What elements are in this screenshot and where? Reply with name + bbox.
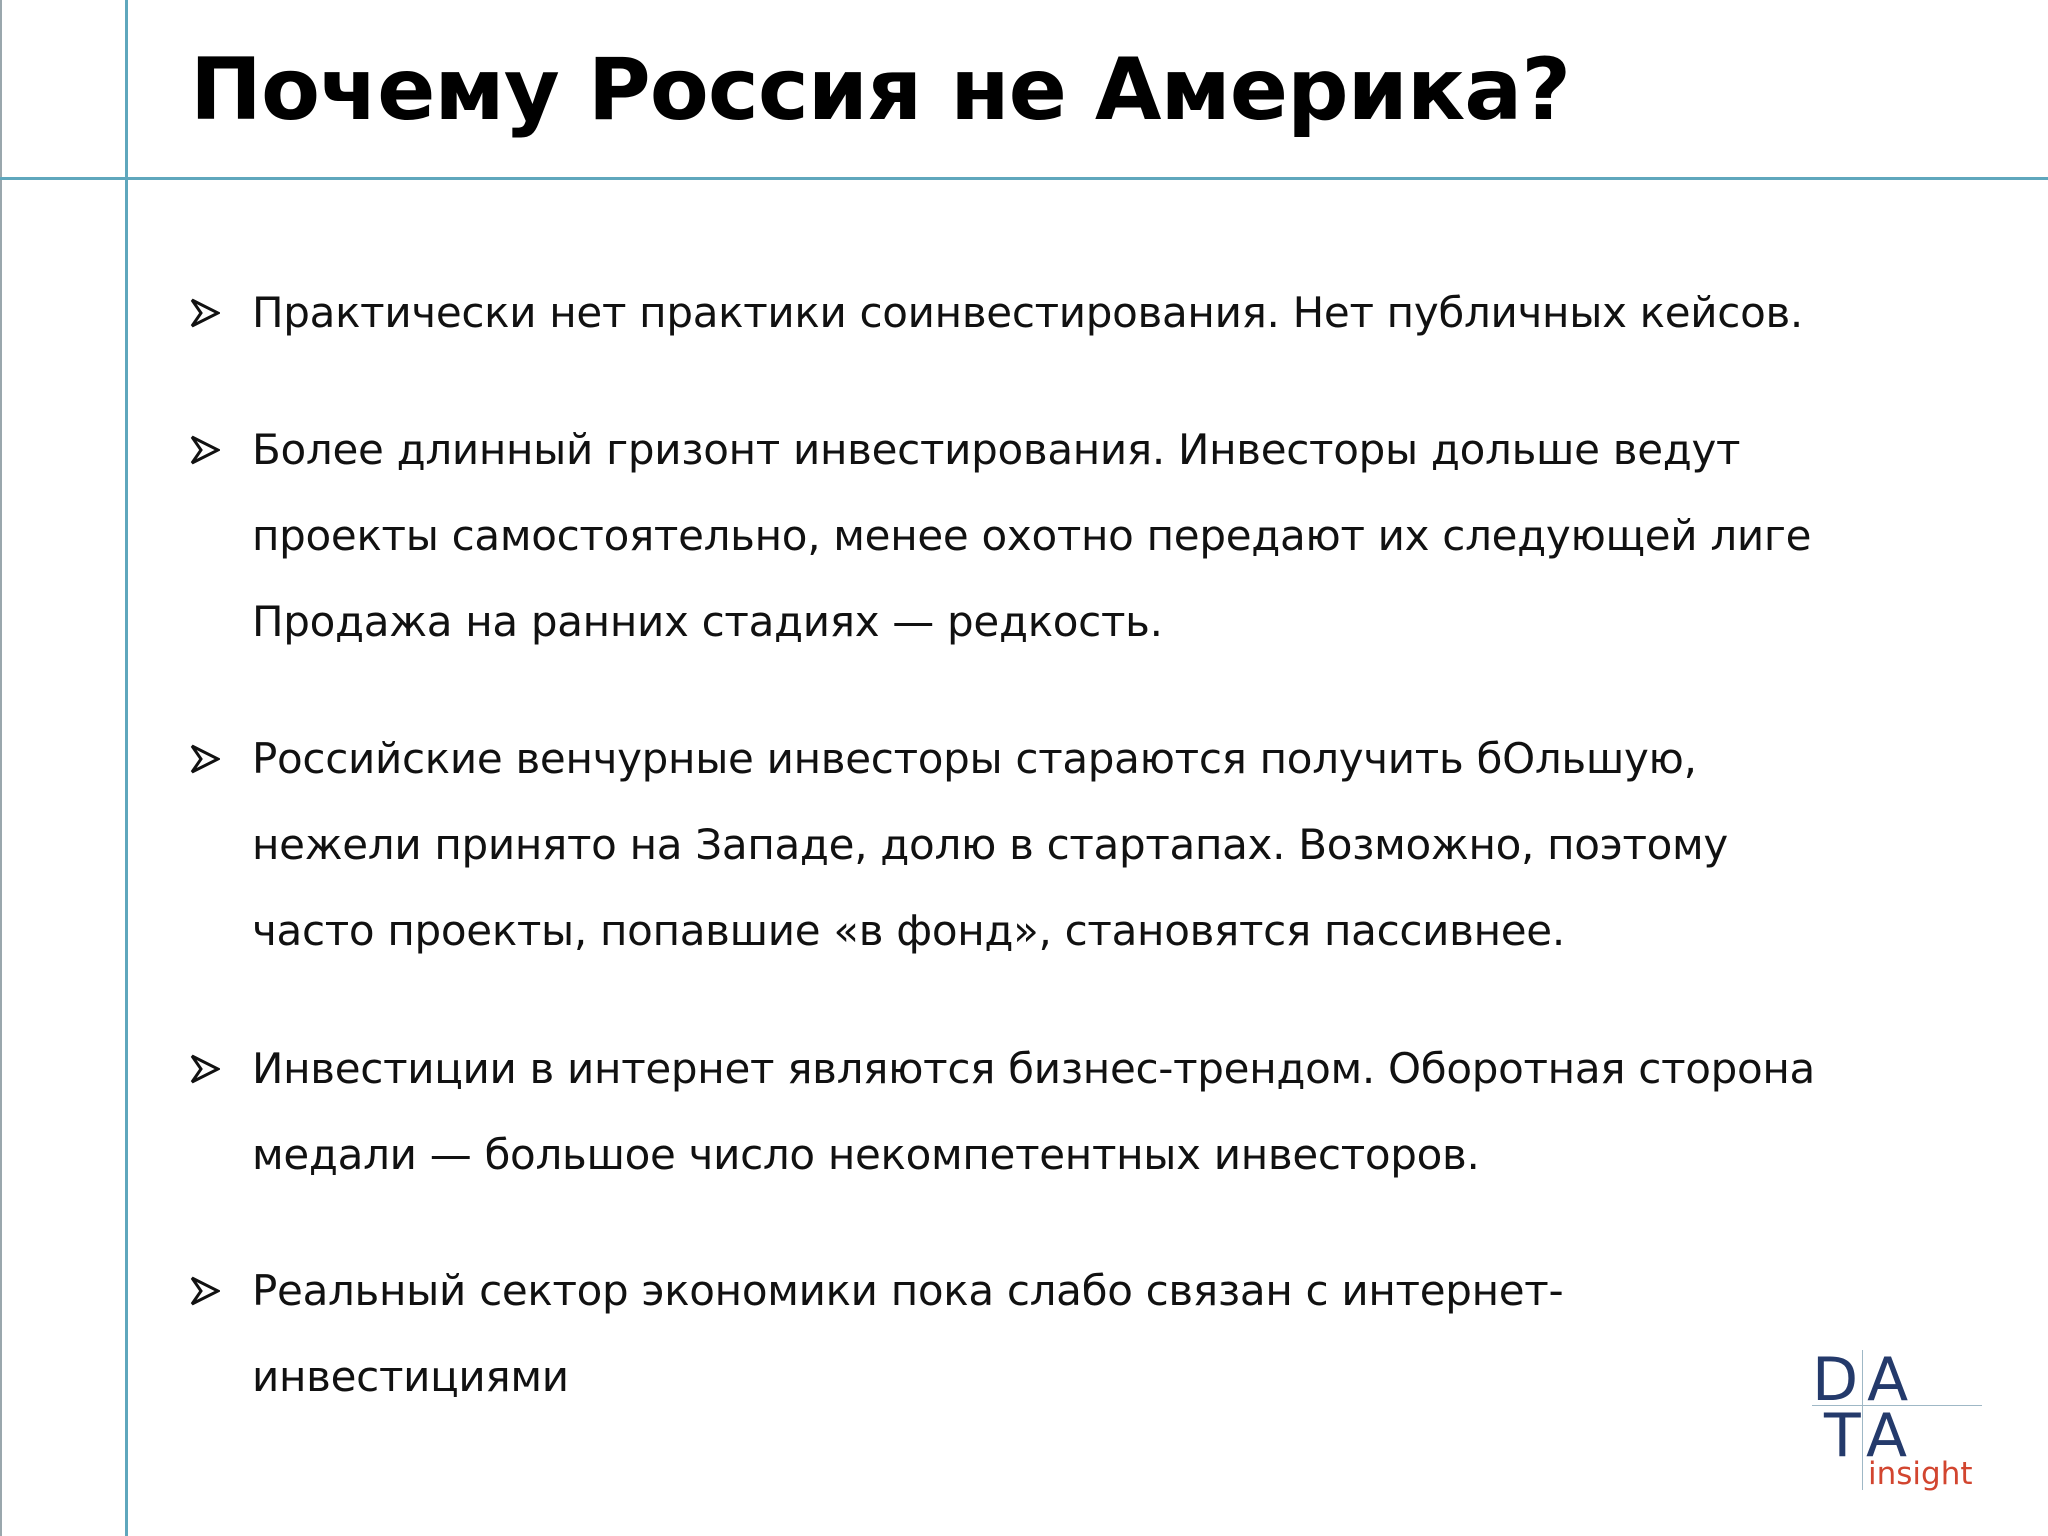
bullet-text: Реальный сектор экономики пока слабо связан с интернет- инвестициями <box>252 1266 1564 1401</box>
bullet-text: Практически нет практики соинвестирования. Нет публичных кейсов. <box>252 288 1803 337</box>
logo-text-line1: DA <box>1812 1345 1919 1415</box>
title-underline-rule <box>0 177 2048 180</box>
arrowhead-bullet-icon <box>190 716 252 802</box>
arrowhead-bullet-icon <box>190 1026 252 1112</box>
vertical-rule <box>125 0 128 1536</box>
bullet-item <box>190 716 1830 974</box>
arrowhead-bullet-icon <box>190 1248 252 1334</box>
bullet-text: Инвестиции в интернет являются бизнес-трендом. Оборотная сторона медали — большое число некомпетентных инвесторов. <box>252 1044 1815 1179</box>
bullet-item <box>190 270 1830 356</box>
page-edge-line <box>0 0 2 1536</box>
logo-text-line2: TA <box>1824 1401 1918 1471</box>
bullet-text: Российские венчурные инвесторы стараются получить бОльшую, нежели принято на Западе, долю в стартапах. Возможно, поэтому часто проекты, попавшие «в фонд», становятся пассивнее. <box>252 734 1728 955</box>
bullet-text: Более длинный гризонт инвестирования. Инвесторы дольше ведут проекты самостоятельно, менее охотно передают их следующей лиге Продажа на ранних стадиях — редкость. <box>252 425 1812 646</box>
data-insight-logo <box>1812 1345 2002 1500</box>
bullet-item <box>190 407 1830 665</box>
bullet-item <box>190 1248 1830 1420</box>
bullet-item <box>190 1026 1830 1198</box>
arrowhead-bullet-icon <box>190 270 252 356</box>
logo-text-insight: insight <box>1868 1456 1973 1492</box>
slide-title: Почему Россия не Америка? <box>190 40 1571 140</box>
arrowhead-bullet-icon <box>190 407 252 493</box>
